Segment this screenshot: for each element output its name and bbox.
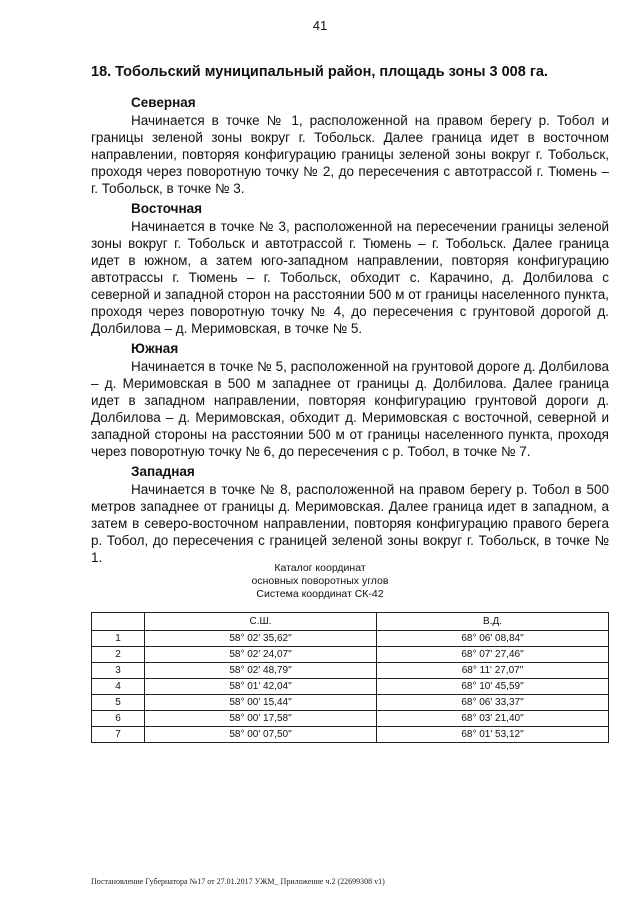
point-number: 5 [92,695,145,711]
document-footer: Постановление Губернатора №17 от 27.01.2017 УЖМ_ Приложение ч.2 (22699308 v1) [91,877,385,886]
longitude-cell: 68° 07' 27,46" [377,647,609,663]
longitude-cell: 68° 06' 33,37" [377,695,609,711]
latitude-cell: 58° 02' 24,07" [145,647,377,663]
section-south [91,340,609,460]
coordinates-table [91,612,609,743]
latitude-cell: 58° 00' 15,44" [145,695,377,711]
section-title: Восточная [131,201,203,216]
header-cell-longitude: В.Д. [377,613,609,631]
longitude-cell: 68° 03' 21,40" [377,711,609,727]
longitude-cell: 68° 11' 27,07" [377,663,609,679]
caption-line: основных поворотных углов [251,575,389,587]
point-number: 4 [92,679,145,695]
table-row [92,711,609,727]
table-row [92,631,609,647]
section-text: Начинается в точке № 5, расположенной на грунтовой дороге д. Долбилова – д. Меримовская в 500 м западнее от границы д. Долбилова. Далее граница идет в западном направлении, повторяя конфигурацию грунтовой дороги д. Долбилова – д. Меримовская, обходит д. Меримовская с восточной, северной и западной стороны на расстоянии 500 м от границы населенного пункта, проходя через поворотную точку № 6, до пересечения с р. Тобол, в точке № 7. [91,359,609,459]
longitude-cell: 68° 10' 45,59" [377,679,609,695]
header-cell-number [92,613,145,631]
latitude-cell: 58° 01' 42,04" [145,679,377,695]
caption-line: Система координат СК-42 [256,588,384,600]
latitude-cell: 58° 00' 07,50" [145,727,377,743]
latitude-cell: 58° 02' 48,79" [145,663,377,679]
point-number: 2 [92,647,145,663]
latitude-cell: 58° 00' 17,58" [145,711,377,727]
section-text: Начинается в точке № 3, расположенной на пересечении границы зеленой зоны вокруг г. Тобольск и автотрассой г. Тюмень – г. Тобольск. Далее граница идет в южном, а затем юго-западном направлении, повторяя конфигурацию автотрассы г. Тюмень – г. Тобольск, обходит с. Карачино, д. Долбилова с северной и западной сторон на расстоянии 500 м от границы населенного пункта, проходя через поворотную точку № 4, до пересечения с грунтовой дорогой д. Долбилова – д. Меримовская, в точке № 5. [91,219,609,336]
section-title: Южная [131,341,179,356]
section-title: Западная [131,464,195,479]
table-row [92,647,609,663]
point-number: 6 [92,711,145,727]
section-title: Северная [131,95,196,110]
longitude-cell: 68° 06' 08,84" [377,631,609,647]
point-number: 1 [92,631,145,647]
point-number: 7 [92,727,145,743]
table-row [92,695,609,711]
page-number: 41 [312,18,328,33]
header-cell-latitude: С.Ш. [145,613,377,631]
table-header-row [92,613,609,631]
point-number: 3 [92,663,145,679]
section-west [91,463,609,566]
table-row [92,663,609,679]
district-heading: 18. Тобольский муниципальный район, площадь зоны 3 008 га. [91,64,548,80]
table-row [92,727,609,743]
latitude-cell: 58° 02' 35,62" [145,631,377,647]
longitude-cell: 68° 01' 53,12" [377,727,609,743]
section-east [91,200,609,337]
document-body [91,64,609,569]
section-text: Начинается в точке № 8, расположенной на правом берегу р. Тобол в 500 метров западнее от границы д. Меримовская. Далее граница идет в западном, а затем в северо-восточном направлении, повторяя конфигурацию правого берега р. Тобол, до пересечения с границей зеленой зоны вокруг г. Тобольск, в точке № 1. [91,482,609,565]
section-text: Начинается в точке № 1, расположенной на правом берегу р. Тобол и границы зеленой зоны вокруг г. Тобольск. Далее граница идет в восточном направлении, повторяя конфигурацию границы зеленой зоны вокруг г. Тобольск, проходя через поворотную точку № 2, до пересечения с автотрассой г. Тюмень – г. Тобольск, в точке № 3. [91,113,609,196]
section-north [91,94,609,197]
catalog-caption [0,562,640,601]
table-row [92,679,609,695]
caption-line: Каталог координат [274,562,366,574]
